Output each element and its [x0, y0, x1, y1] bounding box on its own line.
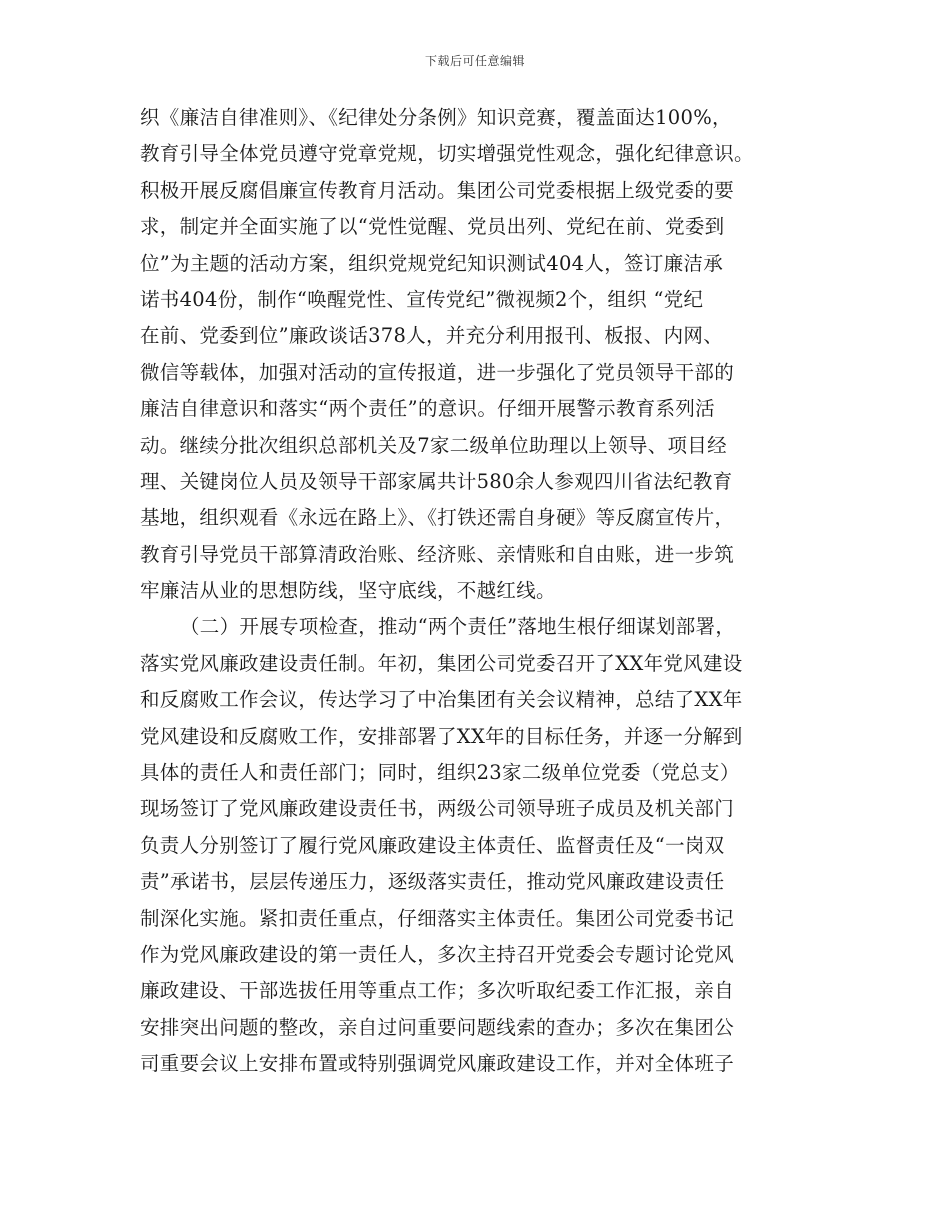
text-line: 廉政建设、干部选拔任用等重点工作；多次听取纪委工作汇报，亲自 — [140, 979, 735, 1003]
body-text — [140, 100, 820, 1083]
text-line: 制深化实施。紧扣责任重点，仔细落实主体责任。集团公司党委书记 — [140, 906, 735, 930]
text-line: 落实党风廉政建设责任制。年初，集团公司党委召开了XX年党风建设 — [140, 651, 743, 675]
text-line: 司重要会议上安排布置或特别强调党风廉政建设工作，并对全体班子 — [140, 1052, 735, 1076]
text-line: 动。继续分批次组织总部机关及7家二级单位助理以上领导、项目经 — [140, 433, 727, 457]
text-line: 位”为主题的活动方案，组织党规党纪知识测试404人，签订廉洁承 — [140, 251, 723, 275]
text-line: 具体的责任人和责任部门；同时，组织23家二级单位党委（党总支） — [140, 761, 740, 785]
text-line: 安排突出问题的整改，亲自过问重要问题线索的查办；多次在集团公 — [140, 1015, 735, 1039]
text-line: 教育引导全体党员遵守党章党规，切实增强党性观念，强化纪律意识。 — [140, 142, 754, 166]
text-line: 和反腐败工作会议，传达学习了中冶集团有关会议精神，总结了XX年 — [140, 688, 743, 712]
text-line: 作为党风廉政建设的第一责任人，多次主持召开党委会专题讨论党风 — [140, 942, 735, 966]
page-header: 下载后可任意编辑 — [424, 54, 525, 68]
text-line: 在前、党委到位”廉政谈话378人，并充分利用报刊、板报、内网、 — [140, 324, 723, 348]
text-line: 理、关键岗位人员及领导干部家属共计580余人参观四川省法纪教育 — [140, 469, 733, 493]
text-line: 廉洁自律意识和落实“两个责任”的意识。仔细开展警示教育系列活 — [140, 397, 715, 421]
text-line: 求，制定并全面实施了以“党性觉醒、党员出列、党纪在前、党委到 — [140, 215, 725, 239]
text-line: 基地，组织观看《永远在路上》、《打铁还需自身硬》等反腐宣传片， — [140, 506, 735, 530]
text-line: 现场签订了党风廉政建设责任书，两级公司领导班子成员及机关部门 — [140, 797, 735, 821]
text-line: 积极开展反腐倡廉宣传教育月活动。集团公司党委根据上级党委的要 — [140, 178, 735, 202]
text-line: 责”承诺书，层层传递压力，逐级落实责任，推动党风廉政建设责任 — [140, 870, 725, 894]
text-line: 党风建设和反腐败工作，安排部署了XX年的目标任务，并逐一分解到 — [140, 724, 743, 748]
text-line: 负责人分别签订了履行党风廉政建设主体责任、监督责任及“一岗双 — [140, 833, 725, 857]
text-line: 织《廉洁自律准则》、《纪律处分条例》知识竞赛，覆盖面达100%， — [140, 106, 732, 129]
text-line: 教育引导党员干部算清政治账、经济账、亲情账和自由账，进一步筑 — [140, 542, 735, 566]
text-line: 牢廉洁从业的思想防线，坚守底线，不越红线。 — [140, 579, 556, 603]
text-line: 诺书404份，制作“唤醒党性、宣传党纪”微视频2个，组织 “党纪 — [140, 287, 704, 311]
text-line: （二）开展专项检查，推动“两个责任”落地生根仔细谋划部署， — [180, 615, 736, 639]
text-line: 微信等载体，加强对活动的宣传报道，进一步强化了党员领导干部的 — [140, 360, 735, 384]
